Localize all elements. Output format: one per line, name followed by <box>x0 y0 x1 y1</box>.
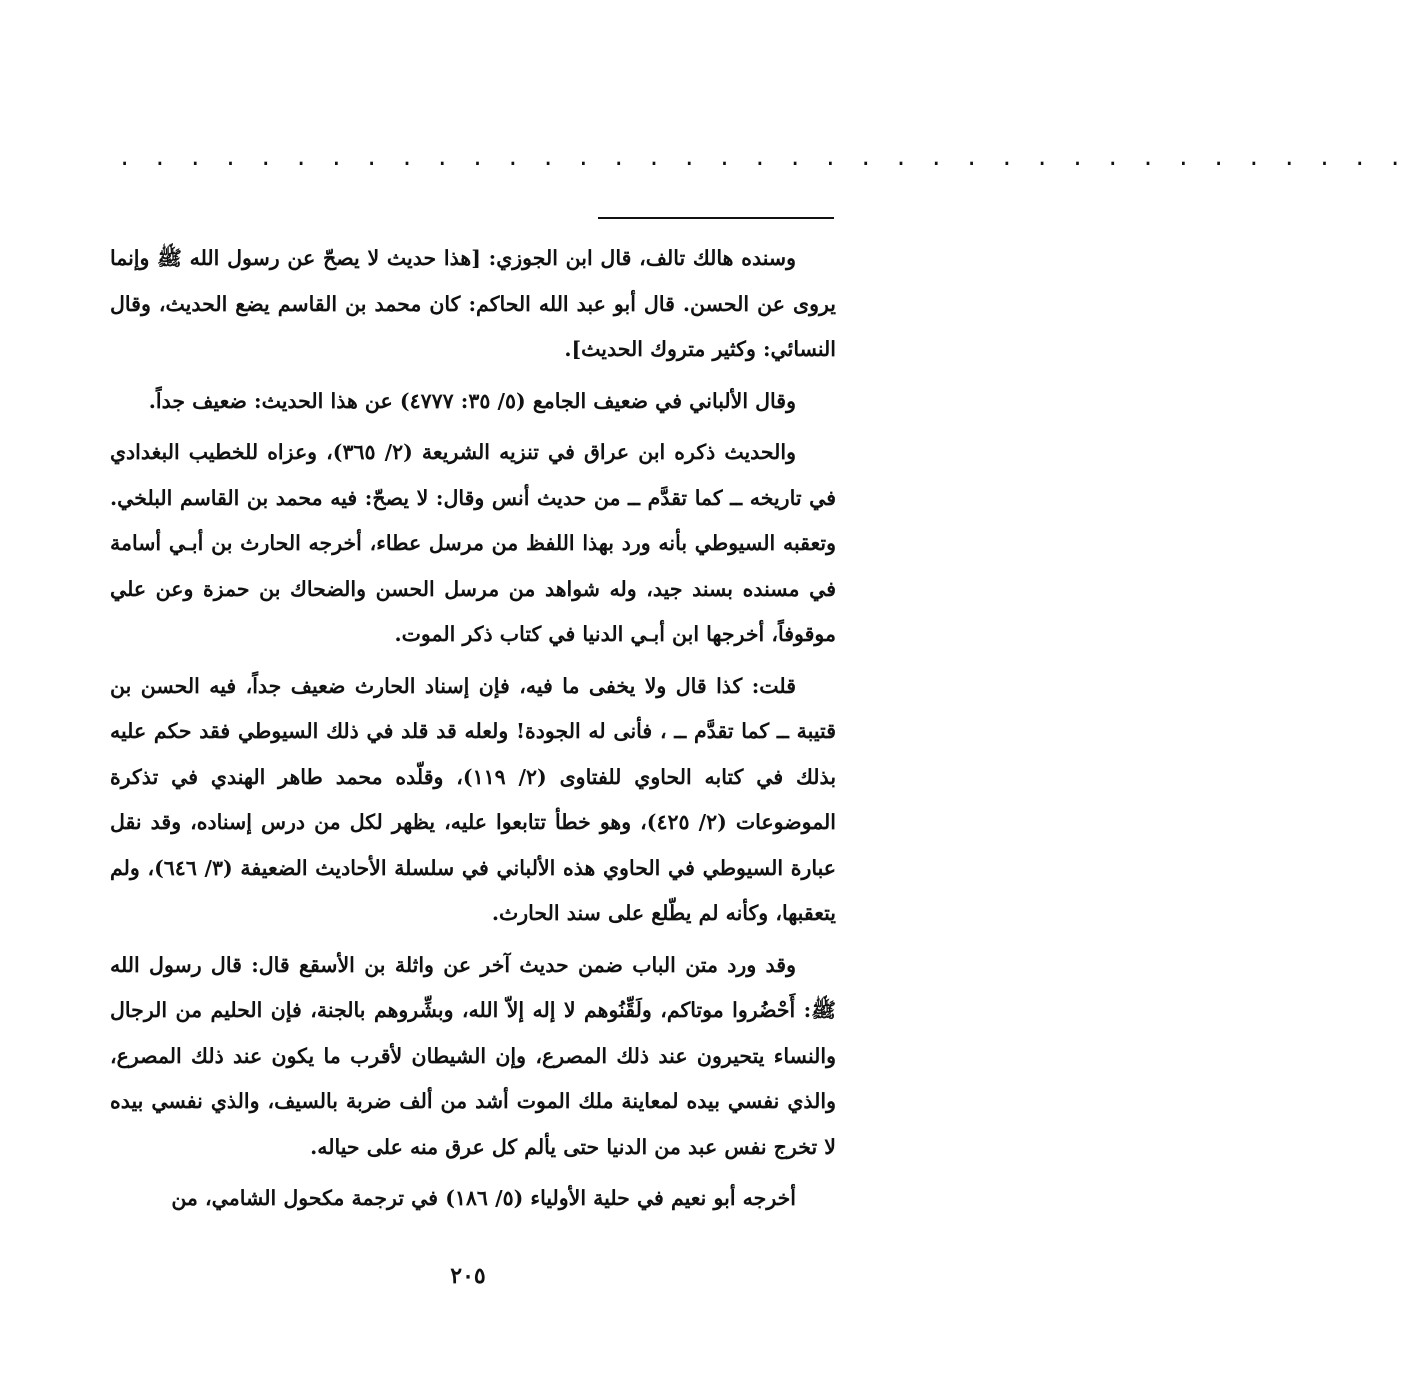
paragraph: أخرجه أبو نعيم في حلية الأولياء (٥/ ١٨٦) في ترجمة مكحول الشامي، من <box>171 1186 796 1210</box>
footnote-text <box>110 236 836 1228</box>
paragraph: وسنده هالك تالف، قال ابن الجوزي: [هذا حديث لا يصحّ عن رسول الله ﷺ وإنما يروى عن الحسن. قال أبو عبد الله الحاكم: كان محمد بن القاسم يضع الحديث، وقال النسائي: وكثير متروك الحديث]. <box>110 246 836 361</box>
paragraph: وقال الألباني في ضعيف الجامع (٥/ ٣٥: ٤٧٧٧) عن هذا الحديث: ضعيف جداً. <box>148 388 796 413</box>
footnote-rule <box>598 217 834 219</box>
paragraph: والحديث ذكره ابن عراق في تنزيه الشريعة (٢/ ٣٦٥)، وعزاه للخطيب البغدادي في تاريخه ــ كما تقدَّم ــ من حديث أنس وقال: لا يصحّ: فيه محمد بن القاسم البلخي. وتعقبه السيوطي بأنه ورد بهذا اللفظ من مرسل عطاء، أخرجه الحارث بن أبـي أسامة في مسنده بسند جيد، وله شواهد من مرسل الحسن والضحاك بن حمزة وعن علي موقوفاً، أخرجها ابن أبـي الدنيا في كتاب ذكر الموت. <box>110 440 836 646</box>
dotted-separator: . . . . . . . . . . . . . . . . . . . . . . . . . . . . . . . . . . . . . <box>118 146 1406 171</box>
paragraph: قلت: كذا قال ولا يخفى ما فيه، فإن إسناد الحارث ضعيف جداً، فيه الحسن بن قتيبة ــ كما تقدَّم ــ ، فأنى له الجودة! ولعله قد قلد في ذلك السيوطي فقد حكم عليه بذلك في كتابه الحاوي للفتاوى (٢/ ١١٩)، وقلّده محمد طاهر الهندي في تذكرة الموضوعات (٢/ ٤٢٥)، وهو خطأ تتابعوا عليه، يظهر لكل من درس إسناده، وقد نقل عبارة السيوطي في الحاوي هذه الألباني في سلسلة الأحاديث الضعيفة (٣/ ٦٤٦)، ولم يتعقبها، وكأنه لم يطّلع على سند الحارث. <box>110 673 837 925</box>
paragraph: وقد ورد متن الباب ضمن حديث آخر عن واثلة بن الأسقع قال: قال رسول الله ﷺ: أَحْضُروا موتاكم، ولَقِّنُوهم لا إله إلاّ الله، وبشِّروهم بالجنة، فإن الحليم من الرجال والنساء يتحيرون عند ذلك المصرع، وإن الشيطان لأقرب ما يكون عند ذلك المصرع، والذي نفسي بيده لمعاينة ملك الموت أشد من ألف ضربة بالسيف، والذي نفسي بيده لا تخرج نفس عبد من الدنيا حتى يألم كل عرق منه على حياله. <box>110 952 836 1159</box>
page-number: ٢٠٥ <box>450 1263 486 1289</box>
